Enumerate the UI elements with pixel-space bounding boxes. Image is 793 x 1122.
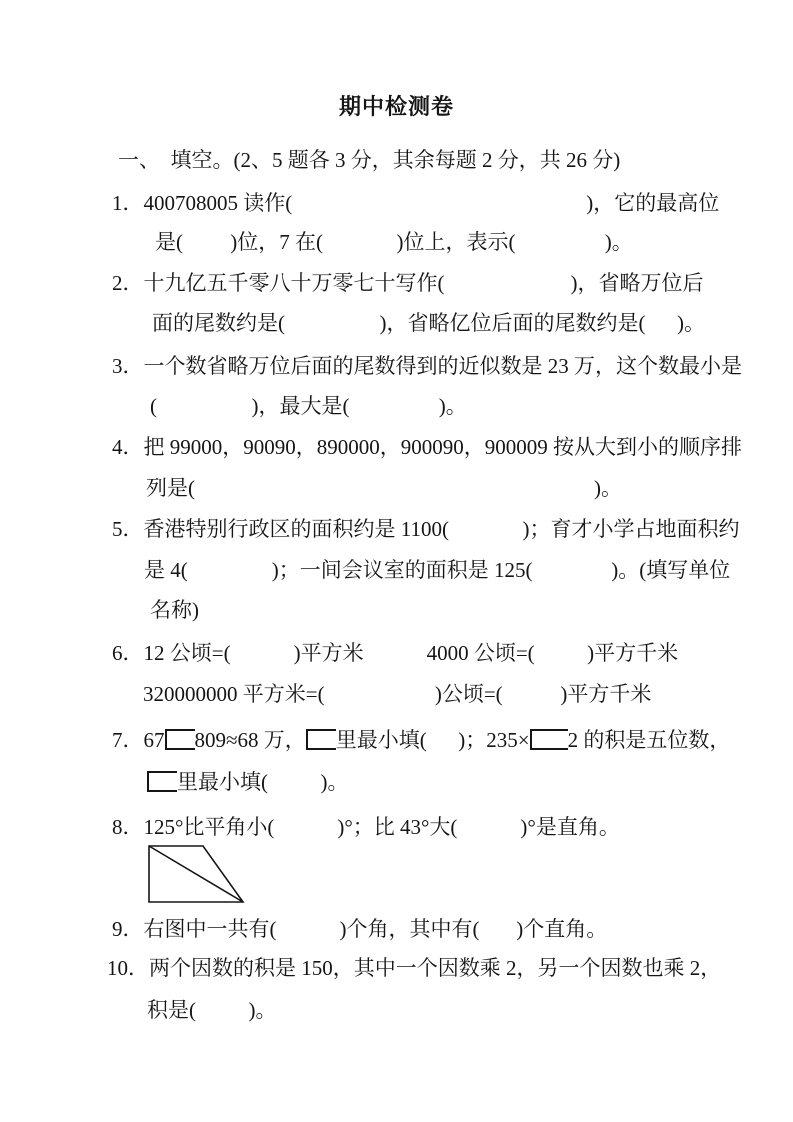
angle-figure [144, 840, 250, 908]
question-7-text-5: 里最小填( )。 [177, 770, 349, 794]
question-5-line-2: 是 4( )；一间会议室的面积是 125( )。(填写单位 [144, 558, 731, 582]
question-6-line-1: 6．12 公顷=( )平方米 4000 公顷=( )平方千米 [112, 641, 679, 665]
question-7-text-1: 7．67 [112, 728, 165, 752]
question-5-line-3: 名称) [150, 598, 199, 622]
page-title: 期中检测卷 [338, 94, 454, 119]
question-5-line-1: 5．香港特别行政区的面积约是 1100( )；育才小学占地面积约 [112, 517, 740, 541]
question-4-line-2: 列是( )。 [146, 476, 622, 500]
question-7-text-2: 809≈68 万， [194, 728, 306, 752]
question-3-line-1: 3．一个数省略万位后面的尾数得到的近似数是 23 万，这个数最小是 [112, 354, 742, 378]
question-7-line-1 [112, 725, 730, 755]
question-10-line-2: 积是( )。 [147, 998, 277, 1022]
fill-box [165, 729, 195, 750]
section-header: 一、 填空。(2、5 题各 3 分，其余每题 2 分，共 26 分) [118, 148, 621, 172]
fill-box [147, 771, 177, 792]
question-3-line-2: ( )，最大是( )。 [150, 394, 467, 418]
question-2-line-1: 2．十九亿五千零八十万零七十写作( )，省略万位后 [112, 271, 704, 295]
question-1-line-2: 是( )位，7 在( )位上，表示( )。 [155, 230, 633, 254]
question-6-line-2: 320000000 平方米=( )公顷=( )平方千米 [143, 682, 652, 706]
question-2-line-2: 面的尾数约是( )，省略亿位后面的尾数约是( )。 [152, 311, 705, 335]
question-7-line-2 [147, 767, 349, 797]
question-7-text-3: 里最小填( )；235× [335, 728, 530, 752]
question-9-line: 9．右图中一共有( )个角，其中有( )个直角。 [112, 917, 608, 941]
question-8-line: 8．125°比平角小( )°；比 43°大( )°是直角。 [112, 815, 620, 839]
question-1-line-1: 1．400708005 读作( )，它的最高位 [112, 191, 720, 215]
question-7-text-4: 2 的积是五位数， [567, 728, 731, 752]
question-10-line-1: 10．两个因数的积是 150，其中一个因数乘 2，另一个因数也乘 2， [107, 956, 722, 980]
fill-box [530, 729, 568, 750]
question-4-line-1: 4．把 99000，90090，890000，900090，900009 按从大到小的顺序排 [112, 435, 742, 459]
fill-box [306, 729, 336, 750]
